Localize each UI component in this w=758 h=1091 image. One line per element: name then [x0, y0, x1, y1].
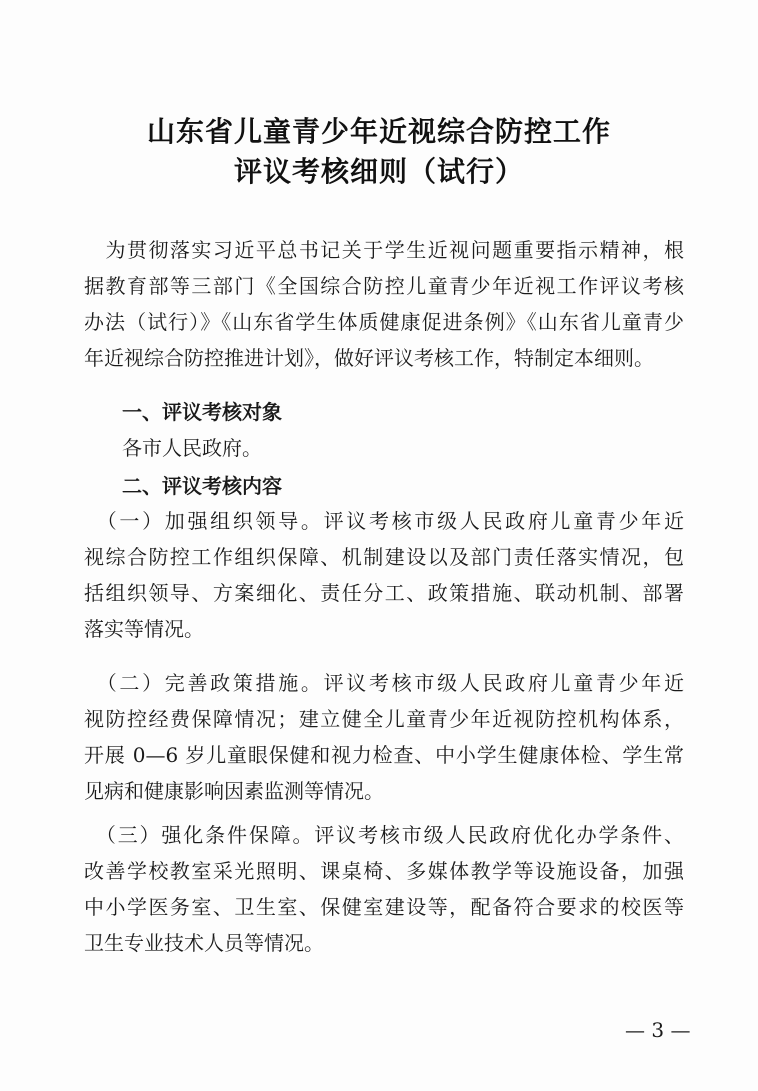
item2-line: 视防控经费保障情况；建立健全儿童青少年近视防控机构体系，: [84, 707, 684, 731]
item2-line: 见病和健康影响因素监测等情况。: [84, 779, 384, 803]
item3-paragraph: [84, 817, 684, 961]
item1-line: 括组织领导、方案细化、责任分工、政策措施、联动机制、部署: [84, 581, 684, 605]
section2-heading: 二、评议考核内容: [122, 474, 282, 498]
intro-line: 办法（试行）》《山东省学生体质健康促进条例》《山东省儿童青少: [84, 310, 684, 334]
item2-line: 开展 0—6 岁儿童眼保健和视力检查、中小学生健康体检、学生常: [84, 743, 684, 767]
item1-line: 落实等情况。: [84, 617, 204, 641]
item1-paragraph: [84, 503, 684, 647]
intro-line: 据教育部等三部门《全国综合防控儿童青少年近视工作评议考核: [84, 274, 684, 298]
item2-line: （二）完善政策措施。评议考核市级人民政府儿童青少年近: [84, 671, 684, 695]
intro-paragraph: [84, 232, 684, 376]
document-title-line2: 评议考核细则（试行）: [233, 155, 524, 188]
intro-line: 年近视综合防控推进计划》，做好评议考核工作，特制定本细则。: [84, 346, 654, 370]
item3-line: 改善学校教室采光照明、课桌椅、多媒体教学等设施设备，加强: [84, 859, 684, 883]
intro-line: 为贯彻落实习近平总书记关于学生近视问题重要指示精神，根: [84, 238, 684, 262]
item1-line: （一）加强组织领导。评议考核市级人民政府儿童青少年近: [84, 509, 684, 533]
section1-body: 各市人民政府。: [122, 436, 262, 460]
item2-paragraph: [84, 665, 684, 809]
page-number: — 3 —: [625, 1018, 691, 1042]
item3-line: （三）强化条件保障。评议考核市级人民政府优化办学条件、: [84, 823, 684, 847]
item3-line: 卫生专业技术人员等情况。: [84, 931, 324, 955]
document-title-line1: 山东省儿童青少年近视综合防控工作: [146, 115, 611, 148]
item1-line: 视综合防控工作组织保障、机制建设以及部门责任落实情况，包: [84, 545, 684, 569]
section1-heading: 一、评议考核对象: [122, 400, 282, 424]
item3-line: 中小学医务室、卫生室、保健室建设等，配备符合要求的校医等: [84, 895, 684, 919]
